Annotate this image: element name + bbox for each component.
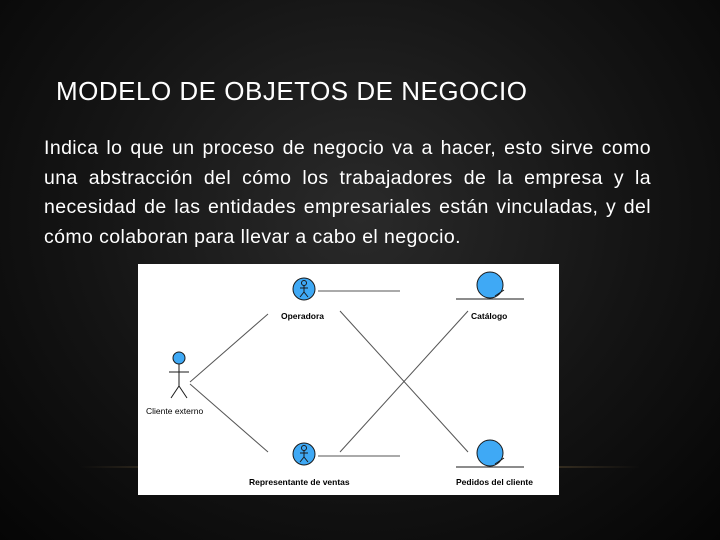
business-entity-icon — [456, 272, 524, 299]
association-actor-representante — [190, 384, 268, 452]
entity-bottom-label: Pedidos del cliente — [456, 477, 533, 487]
business-worker-icon — [293, 443, 315, 465]
business-worker-icon — [293, 278, 315, 300]
slide-title: MODELO DE OBJETOS DE NEGOCIO — [56, 76, 528, 106]
actor-label: Cliente externo — [146, 406, 204, 416]
slide-body-text: Indica lo que un proceso de negocio va a hacer, esto sirve como una abstracción del cómo los trabajadores de la empresa y la necesidad de las entidades empresariales están vinculadas, y del cómo colaboran para llevar a cabo el negocio. — [44, 137, 651, 248]
business-object-diagram — [138, 264, 559, 495]
worker-bottom-label: Representante de ventas — [249, 477, 350, 487]
actor-icon — [169, 352, 189, 398]
entity-top-label: Catálogo — [471, 311, 508, 321]
worker-top-label: Operadora — [281, 311, 324, 321]
association-actor-operadora — [190, 314, 268, 382]
diagram-canvas — [138, 264, 559, 495]
business-entity-icon — [456, 440, 524, 467]
